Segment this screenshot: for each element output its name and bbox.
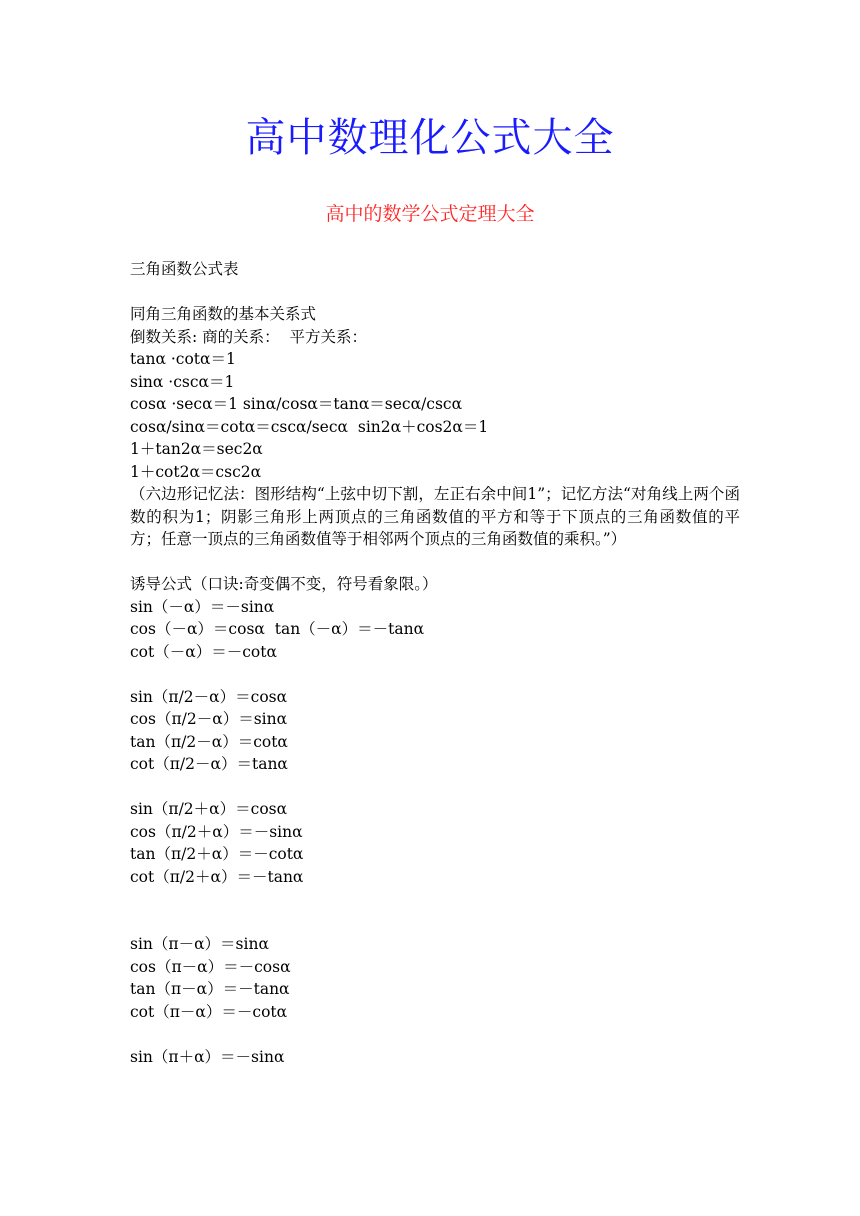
spacer <box>130 888 740 911</box>
hexagon-mnemonic-note: （六边形记忆法：图形结构“上弦中切下割，左正右余中间1”；记忆方法“对角线上两个函数的积为1；阴影三角形上两顶点的三角函数值的平方和等于下顶点的三角函数值的平方；任意一顶点的三角函数值等于相邻两个顶点的三角函数值的乘积。”） <box>130 485 740 548</box>
basic-relations-heading: 同角三角函数的基本关系式 <box>130 305 317 323</box>
formula-line: sin（－α）＝－sinα <box>130 597 275 616</box>
formula-line: 1＋tan2α＝sec2α <box>130 440 263 458</box>
formula-line: cosα ·secα＝1 sinα/cosα＝tanα＝secα/cscα <box>130 395 463 413</box>
formula-line: cosα/sinα＝cotα＝cscα/secα sin2α＋cos2α＝1 <box>130 417 489 436</box>
formula-line: sin（π/2＋α）＝cosα <box>130 800 288 818</box>
formula-line: tanα ·cotα＝1 <box>130 350 236 368</box>
page-subtitle: 高中的数学公式定理大全 <box>325 203 535 225</box>
formula-line: sin（π/2－α）＝cosα <box>130 687 288 706</box>
formula-line: cot（π/2－α）＝tanα <box>130 755 288 773</box>
section-heading: 三角函数公式表 <box>130 260 239 278</box>
spacer <box>130 911 740 934</box>
formula-line: tan（π/2＋α）＝－cotα <box>130 845 304 863</box>
formula-line: cos（π－α）＝－cosα <box>130 957 291 976</box>
formula-line: 1＋cot2α＝csc2α <box>130 462 262 481</box>
relation-types-line: 倒数关系: 商的关系： 平方关系： <box>130 327 368 346</box>
formula-line: cot（－α）＝－cotα <box>130 642 277 661</box>
spacer <box>130 663 740 686</box>
formula-line: cos（π/2＋α）＝－sinα <box>130 822 303 841</box>
induction-heading: 诱导公式（口诀:奇变偶不变，符号看象限。） <box>130 575 438 593</box>
formula-line: sin（π－α）＝sinα <box>130 935 269 953</box>
formula-line: sinα ·cscα＝1 <box>130 372 235 391</box>
page-title: 高中数理化公式大全 <box>245 115 615 161</box>
formula-line: tan（π/2－α）＝cotα <box>130 732 288 751</box>
spacer <box>130 281 740 304</box>
formula-line: cot（π/2＋α）＝－tanα <box>130 867 304 886</box>
formula-line: cot（π－α）＝－cotα <box>130 1002 288 1021</box>
document-body <box>130 258 740 1068</box>
formula-line: sin（π＋α）＝－sinα <box>130 1047 285 1066</box>
spacer <box>130 1023 740 1046</box>
formula-line: cos（π/2－α）＝sinα <box>130 710 288 728</box>
formula-line: cos（－α）＝cosα tan（－α）＝－tanα <box>130 620 425 638</box>
formula-line: tan（π－α）＝－tanα <box>130 980 290 998</box>
spacer <box>130 776 740 799</box>
spacer <box>130 551 740 574</box>
